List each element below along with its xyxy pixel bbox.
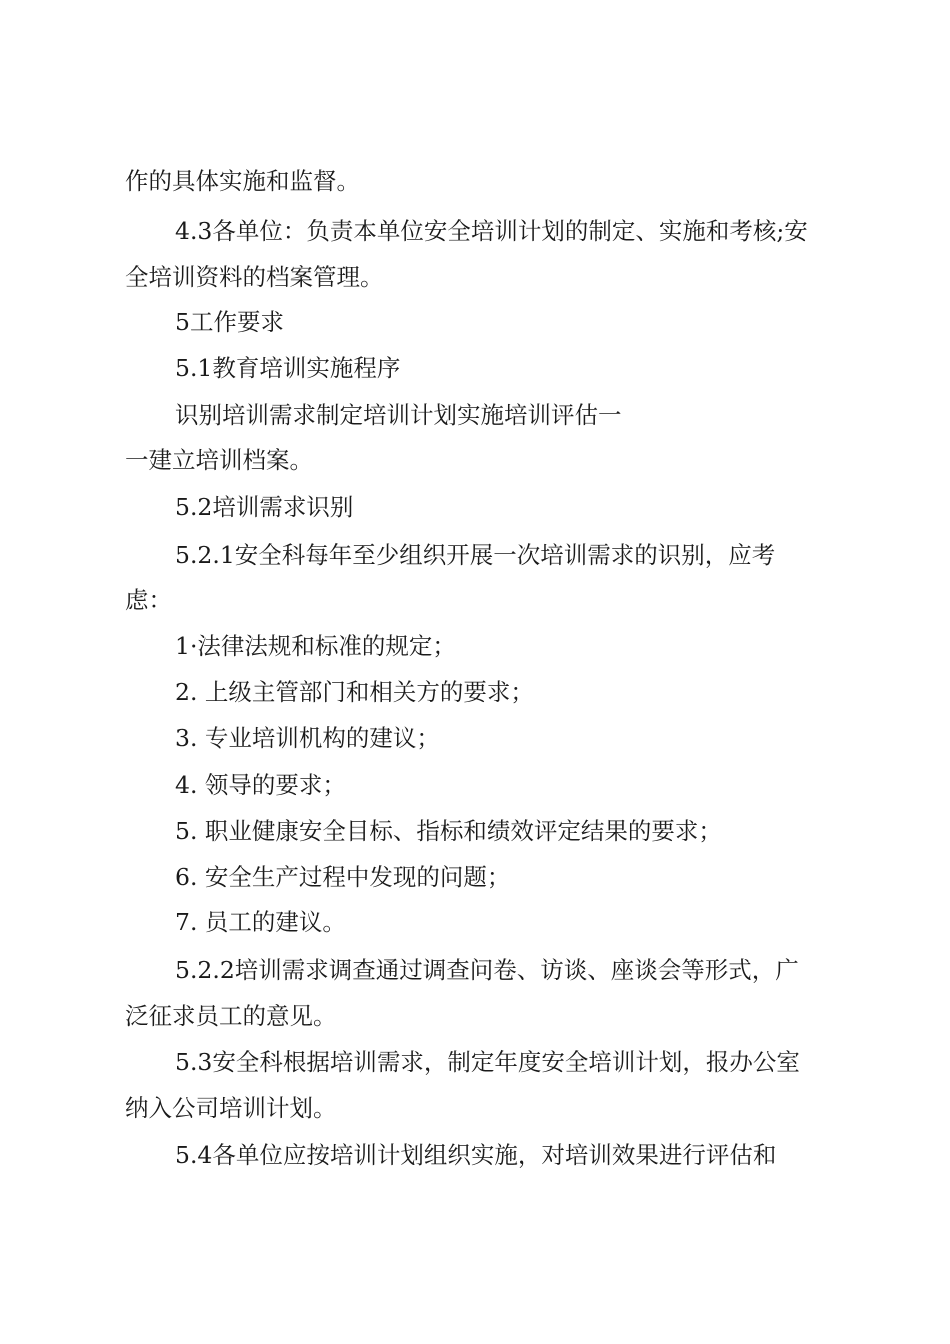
continuation-text-line: 作的具体实施和监督。 [125, 167, 360, 195]
section-4-3-continuation: 全培训资料的档案管理。 [125, 263, 384, 291]
section-4-3-paragraph: 4.3各单位：负责本单位安全培训计划的制定、实施和考核;安 [175, 217, 808, 245]
section-5-3-paragraph: 5.3安全科根据培训需求，制定年度安全培训计划，报办公室 [175, 1048, 800, 1076]
procedure-flow-continuation: 一建立培训档案。 [125, 446, 313, 474]
section-5-2-2-continuation: 泛征求员工的意见。 [125, 1002, 337, 1030]
section-5-3-continuation: 纳入公司培训计划。 [125, 1094, 337, 1122]
list-item-3: 3. 专业培训机构的建议； [175, 724, 440, 752]
section-5-1-heading: 5.1教育培训实施程序 [175, 354, 401, 382]
list-item-4: 4. 领导的要求； [175, 771, 346, 799]
section-5-4-paragraph: 5.4各单位应按培训计划组织实施，对培训效果进行评估和 [175, 1141, 777, 1169]
list-item-1: 1·法律法规和标准的规定； [175, 632, 456, 660]
procedure-flow-text: 识别培训需求制定培训计划实施培训评估一 [175, 401, 622, 429]
list-item-7: 7. 员工的建议。 [175, 908, 346, 936]
section-5-2-heading: 5.2培训需求识别 [175, 493, 354, 521]
section-5-2-2-paragraph: 5.2.2培训需求调查通过调查问卷、访谈、座谈会等形式，广 [175, 956, 799, 984]
section-5-heading: 5工作要求 [175, 308, 284, 336]
list-item-6: 6. 安全生产过程中发现的问题； [175, 863, 511, 891]
list-item-5: 5. 职业健康安全目标、指标和绩效评定结果的要求； [175, 817, 722, 845]
list-item-2: 2. 上级主管部门和相关方的要求； [175, 678, 534, 706]
section-5-2-1-continuation: 虑： [125, 586, 172, 614]
section-5-2-1-paragraph: 5.2.1安全科每年至少组织开展一次培训需求的识别，应考 [175, 541, 776, 569]
